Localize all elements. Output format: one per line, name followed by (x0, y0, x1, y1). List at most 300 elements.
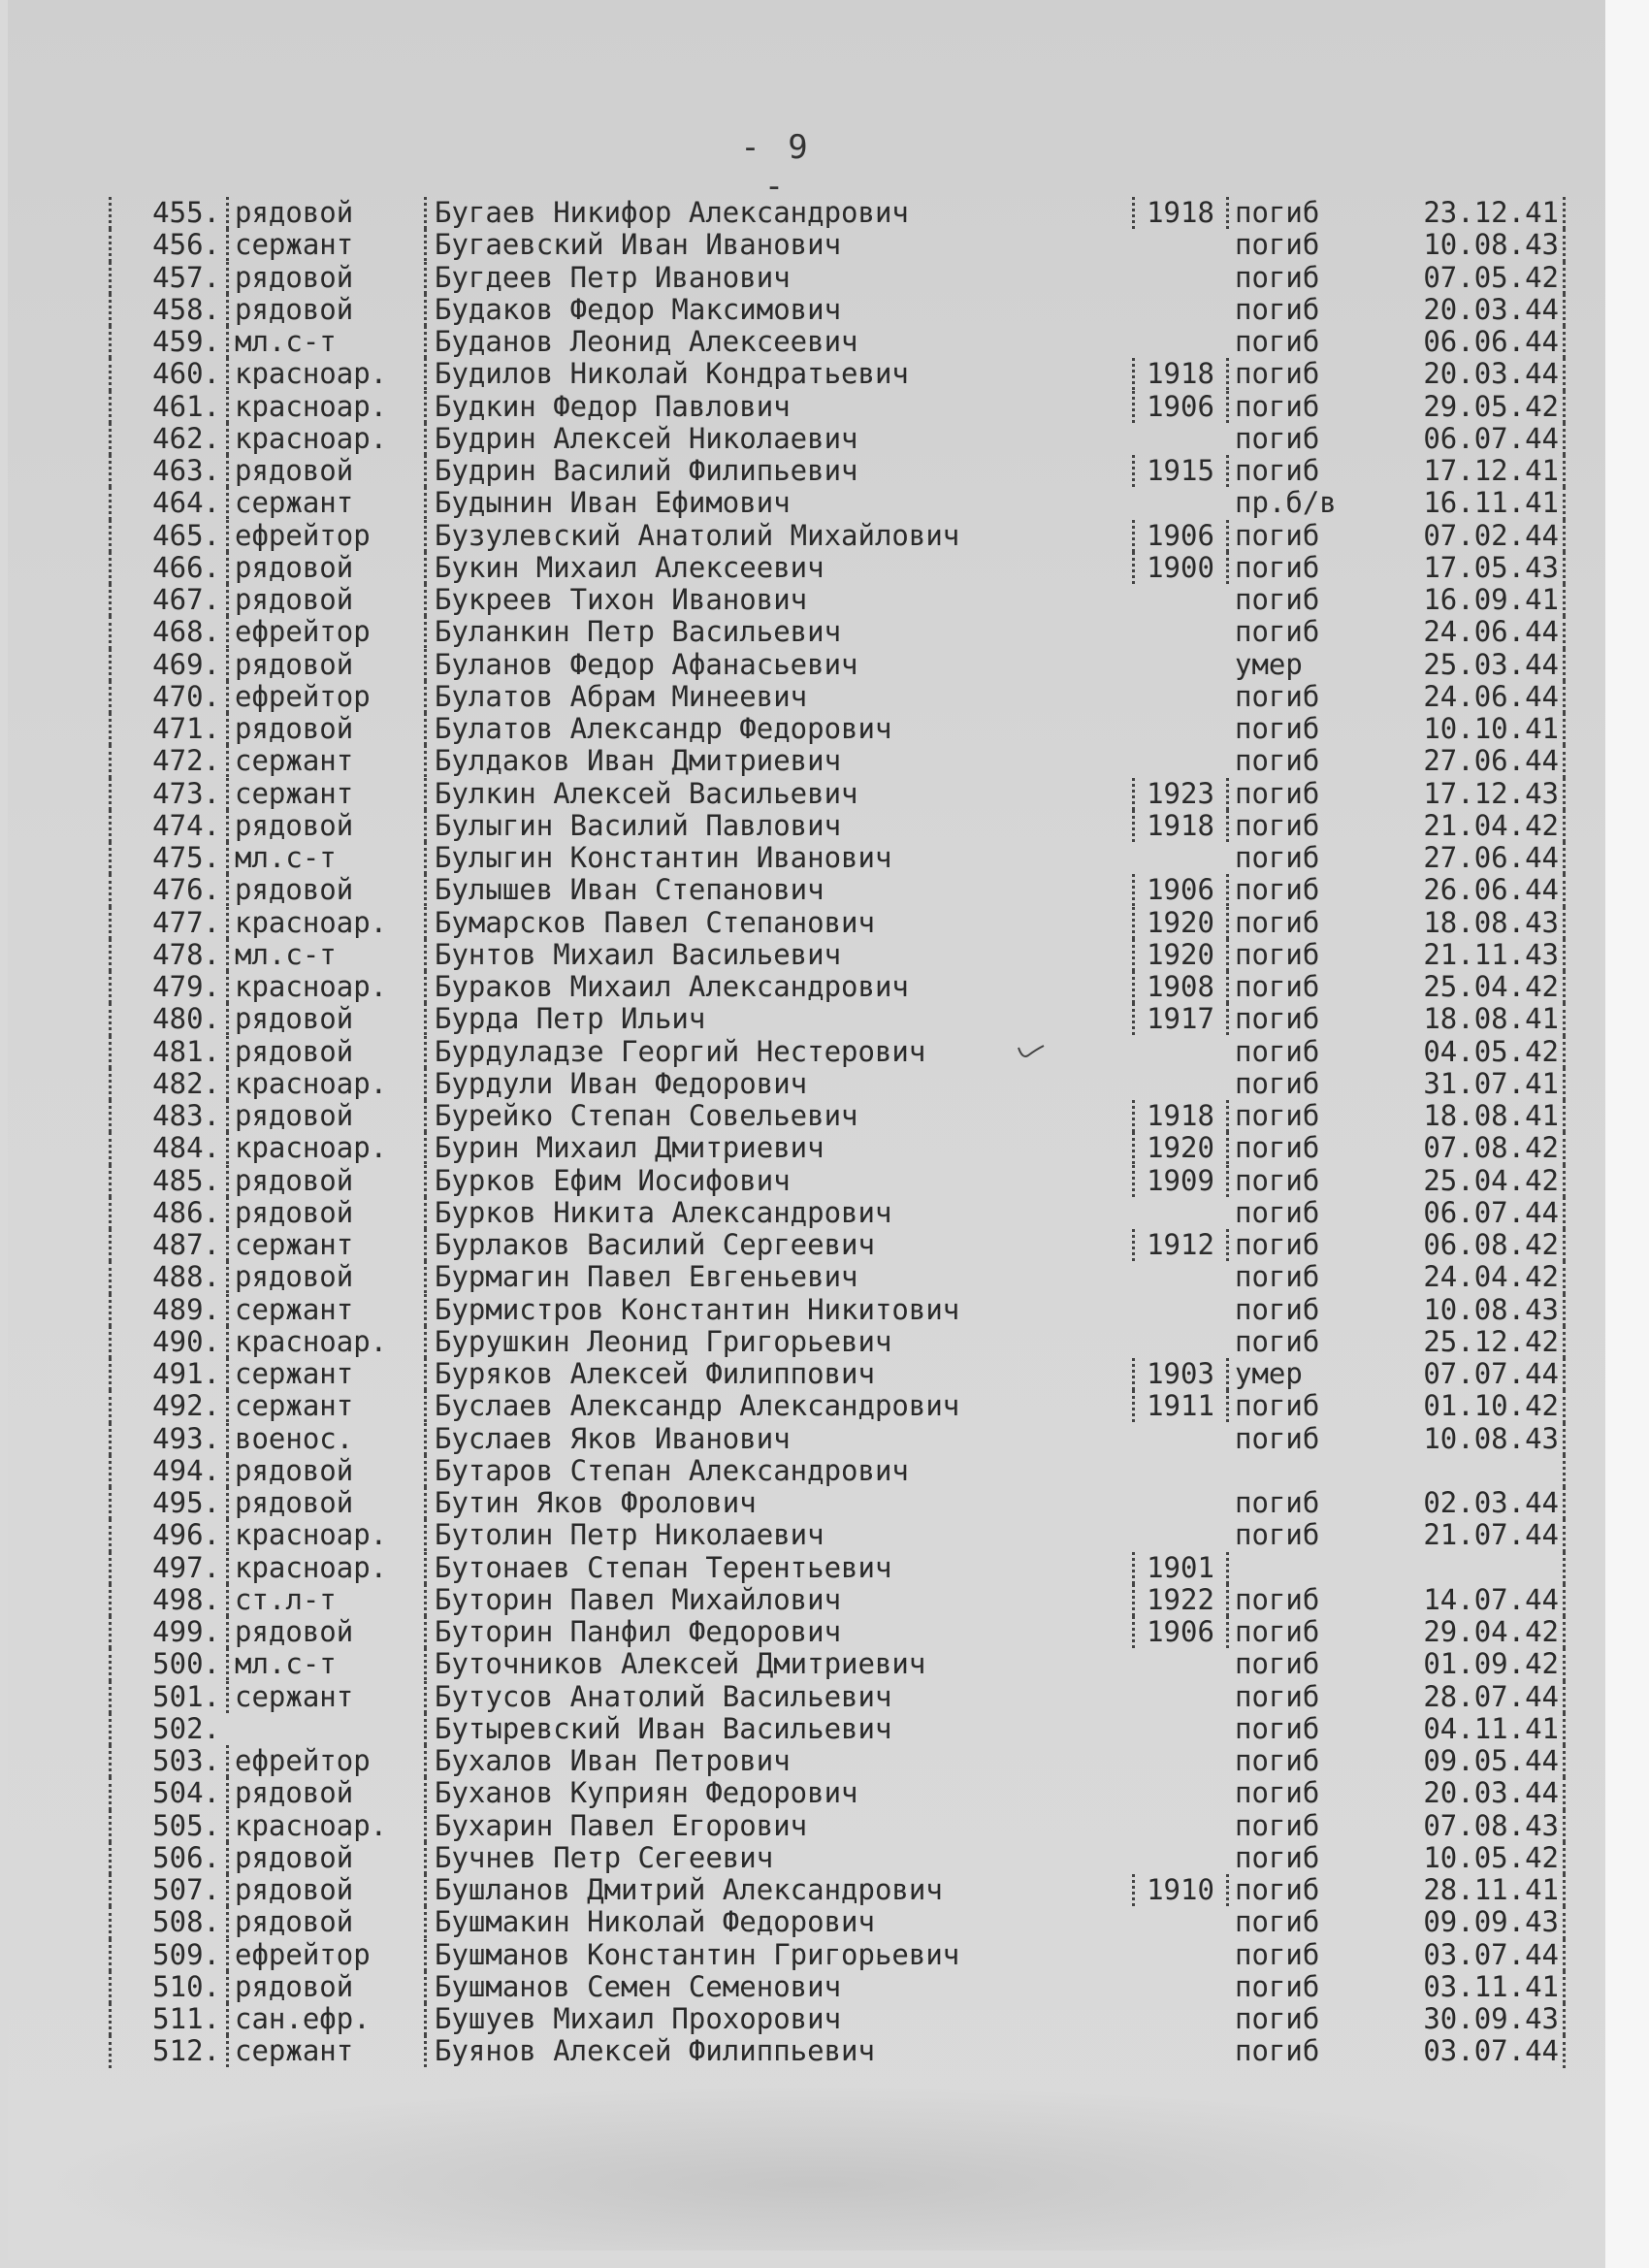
row-number: 503. (152, 1744, 220, 1778)
table-row (109, 455, 1566, 487)
fate-cell: погиб (1235, 744, 1320, 778)
birth-year-cell: 1915 (1132, 455, 1229, 487)
table-row (109, 681, 1566, 713)
row-number: 465. (152, 518, 220, 552)
date-cell: 02.03.44 (1423, 1486, 1559, 1520)
date-cell: 06.08.42 (1423, 1228, 1559, 1262)
fate-cell: погиб (1235, 1163, 1320, 1197)
birth-year-cell: 1906 (1132, 391, 1229, 423)
name-cell: Бутусов Анатолий Васильевич (424, 1681, 1132, 1713)
row-number: 502. (152, 1711, 220, 1745)
rank-cell: красноар. (226, 1132, 424, 1164)
fate-cell: погиб (1235, 325, 1320, 359)
row-number: 461. (152, 389, 220, 423)
date-cell: 17.12.41 (1423, 454, 1559, 488)
date-cell: 10.10.41 (1423, 712, 1559, 746)
fate-cell: погиб (1235, 1486, 1320, 1520)
fate-cell: погиб (1235, 1099, 1320, 1133)
date-cell: 16.09.41 (1423, 583, 1559, 617)
name-cell: Будилов Николай Кондратьевич (424, 358, 1132, 390)
table-row (109, 2003, 1566, 2035)
row-number: 501. (152, 1679, 220, 1713)
table-row (109, 1294, 1566, 1326)
name-cell: Бучнев Петр Сегеевич (424, 1842, 1132, 1874)
rank-cell: красноар. (226, 1068, 424, 1100)
date-cell: 30.09.43 (1423, 2002, 1559, 2036)
fate-cell: пр.б/в (1235, 486, 1337, 520)
date-cell: 28.11.41 (1423, 1873, 1559, 1907)
date-cell: 29.04.42 (1423, 1615, 1559, 1649)
rank-cell: рядовой (226, 713, 424, 745)
row-number: 512. (152, 2034, 220, 2068)
fate-cell: погиб (1235, 1292, 1320, 1326)
rank-cell: сержант (226, 745, 424, 777)
date-cell: 06.06.44 (1423, 325, 1559, 359)
fate-cell: погиб (1235, 1066, 1320, 1100)
rank-cell: рядовой (226, 197, 424, 229)
table-row (109, 745, 1566, 777)
name-cell: Бухарин Павел Егорович (424, 1810, 1132, 1842)
date-cell: 20.03.44 (1423, 357, 1559, 391)
rank-cell: рядовой (226, 262, 424, 294)
table-row (109, 842, 1566, 874)
table-row (109, 1584, 1566, 1616)
table-row (109, 520, 1566, 552)
name-cell: Бушмакин Николай Федорович (424, 1906, 1132, 1938)
fate-cell: погиб (1235, 1582, 1320, 1616)
fate-cell: погиб (1235, 518, 1320, 552)
fate-cell: погиб (1235, 550, 1320, 584)
name-cell: Булкин Алексей Васильевич (424, 778, 1132, 810)
name-cell: Бугаевский Иван Иванович (424, 229, 1132, 261)
rank-cell: рядовой (226, 1261, 424, 1293)
row-number: 466. (152, 550, 220, 584)
name-cell: Будынин Иван Ефимович (424, 487, 1132, 519)
fate-cell: погиб (1235, 776, 1320, 810)
rank-cell: рядовой (226, 1874, 424, 1906)
fate-cell: погиб (1235, 1195, 1320, 1229)
table-row (109, 1326, 1566, 1358)
table-row (109, 423, 1566, 455)
name-cell: Будкин Федор Павлович (424, 391, 1132, 423)
birth-year-cell: 1901 (1132, 1552, 1229, 1584)
birth-year-cell: 1909 (1132, 1165, 1229, 1197)
row-number: 491. (152, 1357, 220, 1391)
row-number: 506. (152, 1840, 220, 1874)
rank-cell: сержант (226, 229, 424, 261)
fate-cell: погиб (1235, 228, 1320, 262)
date-cell: 07.07.44 (1423, 1357, 1559, 1391)
row-number: 484. (152, 1131, 220, 1165)
name-cell: Бурейко Степан Совельевич (424, 1100, 1132, 1132)
date-cell: 14.07.44 (1423, 1582, 1559, 1616)
name-cell: Буянов Алексей Филиппьевич (424, 2035, 1132, 2067)
date-cell: 29.05.42 (1423, 389, 1559, 423)
date-cell: 21.11.43 (1423, 937, 1559, 971)
fate-cell: погиб (1235, 389, 1320, 423)
rank-cell: рядовой (226, 455, 424, 487)
date-cell: 25.04.42 (1423, 1163, 1559, 1197)
name-cell: Буточников Алексей Дмитриевич (424, 1648, 1132, 1680)
name-cell: Бутин Яков Фролович (424, 1487, 1132, 1519)
table-row (109, 1842, 1566, 1874)
name-cell: Буданов Леонид Алексеевич (424, 326, 1132, 358)
fate-cell: погиб (1235, 905, 1320, 939)
name-cell: Буслаев Александр Александрович (424, 1390, 1132, 1422)
date-cell: 06.07.44 (1423, 1195, 1559, 1229)
table-row (109, 2035, 1566, 2067)
rank-cell: сержант (226, 778, 424, 810)
table-row (109, 1229, 1566, 1261)
table-row (109, 391, 1566, 423)
name-cell: Бугдеев Петр Иванович (424, 262, 1132, 294)
rank-cell: рядовой (226, 1197, 424, 1229)
name-cell: Буланов Федор Афанасьевич (424, 649, 1132, 681)
rank-cell: рядовой (226, 1616, 424, 1648)
birth-year-cell: 1918 (1132, 810, 1229, 842)
row-number: 476. (152, 873, 220, 907)
fate-cell: погиб (1235, 1518, 1320, 1552)
birth-year-cell: 1911 (1132, 1390, 1229, 1422)
pen-check-mark (1017, 1044, 1046, 1061)
name-cell: Бутолин Петр Николаевич (424, 1519, 1132, 1551)
fate-cell: погиб (1235, 937, 1320, 971)
row-number: 486. (152, 1195, 220, 1229)
row-number: 468. (152, 615, 220, 649)
date-cell: 01.09.42 (1423, 1647, 1559, 1681)
row-number: 482. (152, 1066, 220, 1100)
table-row (109, 358, 1566, 390)
rank-cell: мл.с-т (226, 326, 424, 358)
name-cell: Бузулевский Анатолий Михайлович (424, 520, 1132, 552)
rank-cell: ефрейтор (226, 1745, 424, 1777)
rank-cell: красноар. (226, 1326, 424, 1358)
date-cell: 04.05.42 (1423, 1034, 1559, 1068)
name-cell: Бураков Михаил Александрович (424, 971, 1132, 1003)
name-cell: Бурдуладзе Георгий Нестерович (424, 1036, 1132, 1068)
name-cell: Бутаров Степан Александрович (424, 1455, 1132, 1487)
birth-year-cell: 1908 (1132, 971, 1229, 1003)
row-number: 469. (152, 647, 220, 681)
table-row (109, 294, 1566, 326)
name-cell: Бурлаков Василий Сергеевич (424, 1229, 1132, 1261)
rank-cell: красноар. (226, 423, 424, 455)
row-number: 470. (152, 679, 220, 713)
name-cell: Буханов Куприян Федорович (424, 1777, 1132, 1809)
row-number: 489. (152, 1292, 220, 1326)
name-cell: Бутыревский Иван Васильевич (424, 1713, 1132, 1745)
rank-cell: красноар. (226, 358, 424, 390)
row-number: 496. (152, 1518, 220, 1552)
rank-cell: рядовой (226, 1971, 424, 2003)
birth-year-cell: 1922 (1132, 1584, 1229, 1616)
birth-year-cell: 1912 (1132, 1229, 1229, 1261)
fate-cell: погиб (1235, 1647, 1320, 1681)
fate-cell: погиб (1235, 679, 1320, 713)
rank-cell: военос. (226, 1423, 424, 1455)
birth-year-cell: 1920 (1132, 939, 1229, 971)
birth-year-cell: 1920 (1132, 907, 1229, 939)
rank-cell: сержант (226, 1358, 424, 1390)
birth-year-cell: 1910 (1132, 1874, 1229, 1906)
rank-cell: красноар. (226, 907, 424, 939)
date-cell: 01.10.42 (1423, 1389, 1559, 1423)
row-number: 495. (152, 1486, 220, 1520)
name-cell: Булатов Абрам Минеевич (424, 681, 1132, 713)
date-cell: 25.03.44 (1423, 647, 1559, 681)
name-cell: Буряков Алексей Филиппович (424, 1358, 1132, 1390)
date-cell: 03.11.41 (1423, 1969, 1559, 2003)
table-row (109, 1681, 1566, 1713)
fate-cell: погиб (1235, 1679, 1320, 1713)
fate-cell: погиб (1235, 1389, 1320, 1423)
fate-cell: погиб (1235, 1905, 1320, 1939)
row-number: 477. (152, 905, 220, 939)
row-number: 510. (152, 1969, 220, 2003)
date-cell: 18.08.41 (1423, 1002, 1559, 1036)
fate-cell: погиб (1235, 454, 1320, 488)
fate-cell: погиб (1235, 1615, 1320, 1649)
table-row (109, 1648, 1566, 1680)
table-row (109, 1390, 1566, 1422)
row-number: 494. (152, 1453, 220, 1487)
date-cell: 10.05.42 (1423, 1840, 1559, 1874)
date-cell: 21.07.44 (1423, 1518, 1559, 1552)
rank-cell: рядовой (226, 294, 424, 326)
rank-cell: сан.ефр. (226, 2003, 424, 2035)
name-cell: Буслаев Яков Иванович (424, 1423, 1132, 1455)
row-number: 472. (152, 744, 220, 778)
name-cell: Бушманов Константин Григорьевич (424, 1939, 1132, 1971)
table-row (109, 874, 1566, 906)
date-cell: 03.07.44 (1423, 2034, 1559, 2068)
table-row (109, 1358, 1566, 1390)
rank-cell: сержант (226, 1229, 424, 1261)
name-cell: Бумарсков Павел Степанович (424, 907, 1132, 939)
fate-cell: умер (1235, 1357, 1303, 1391)
row-number: 460. (152, 357, 220, 391)
table-row (109, 1874, 1566, 1906)
fate-cell: погиб (1235, 260, 1320, 294)
rank-cell: сержант (226, 487, 424, 519)
table-row (109, 1487, 1566, 1519)
table-row (109, 1003, 1566, 1035)
table-row (109, 810, 1566, 842)
fate-cell: погиб (1235, 292, 1320, 326)
fate-cell: погиб (1235, 873, 1320, 907)
birth-year-cell: 1906 (1132, 1616, 1229, 1648)
rank-cell: красноар. (226, 1552, 424, 1584)
date-cell: 17.12.43 (1423, 776, 1559, 810)
fate-cell: погиб (1235, 1840, 1320, 1874)
birth-year-cell: 1906 (1132, 520, 1229, 552)
date-cell: 07.02.44 (1423, 518, 1559, 552)
table-row (109, 1036, 1566, 1068)
rank-cell: рядовой (226, 1487, 424, 1519)
table-row (109, 1068, 1566, 1100)
rank-cell: рядовой (226, 1036, 424, 1068)
rank-cell: красноар. (226, 971, 424, 1003)
fate-cell: погиб (1235, 2002, 1320, 2036)
row-number: 467. (152, 583, 220, 617)
name-cell: Бурдули Иван Федорович (424, 1068, 1132, 1100)
fate-cell: умер (1235, 647, 1303, 681)
row-number: 473. (152, 776, 220, 810)
name-cell: Бугаев Никифор Александрович (424, 197, 1132, 229)
date-cell: 25.12.42 (1423, 1324, 1559, 1358)
name-cell: Булышев Иван Степанович (424, 874, 1132, 906)
name-cell: Бухалов Иван Петрович (424, 1745, 1132, 1777)
fate-cell: погиб (1235, 1711, 1320, 1745)
row-number: 456. (152, 228, 220, 262)
rank-cell: красноар. (226, 1519, 424, 1551)
row-number: 455. (152, 196, 220, 230)
table-row (109, 1777, 1566, 1809)
scan-margin (1605, 0, 1649, 2268)
row-number: 493. (152, 1421, 220, 1455)
rank-cell: рядовой (226, 1003, 424, 1035)
rank-cell: мл.с-т (226, 842, 424, 874)
row-number: 458. (152, 292, 220, 326)
rank-cell: красноар. (226, 1810, 424, 1842)
row-number: 480. (152, 1002, 220, 1036)
date-cell: 18.08.41 (1423, 1099, 1559, 1133)
rank-cell: ефрейтор (226, 681, 424, 713)
rank-cell: мл.с-т (226, 939, 424, 971)
name-cell: Бутонаев Степан Терентьевич (424, 1552, 1132, 1584)
date-cell: 09.09.43 (1423, 1905, 1559, 1939)
row-number: 471. (152, 712, 220, 746)
row-number: 499. (152, 1615, 220, 1649)
birth-year-cell: 1923 (1132, 778, 1229, 810)
name-cell: Будрин Алексей Николаевич (424, 423, 1132, 455)
row-number: 490. (152, 1324, 220, 1358)
rank-cell: рядовой (226, 584, 424, 616)
fate-cell: погиб (1235, 421, 1320, 455)
date-cell: 31.07.41 (1423, 1066, 1559, 1100)
fate-cell: погиб (1235, 808, 1320, 842)
table-row (109, 1906, 1566, 1938)
rank-cell: рядовой (226, 552, 424, 584)
rank-cell: сержант (226, 2035, 424, 2067)
table-row (109, 326, 1566, 358)
rank-cell: рядовой (226, 1842, 424, 1874)
fate-cell: погиб (1235, 1324, 1320, 1358)
row-number: 475. (152, 841, 220, 875)
table-row (109, 1519, 1566, 1551)
name-cell: Будрин Василий Филипьевич (424, 455, 1132, 487)
row-number: 487. (152, 1228, 220, 1262)
date-cell: 09.05.44 (1423, 1744, 1559, 1778)
date-cell: 03.07.44 (1423, 1937, 1559, 1971)
date-cell: 04.11.41 (1423, 1711, 1559, 1745)
name-cell: Букин Михаил Алексеевич (424, 552, 1132, 584)
date-cell: 27.06.44 (1423, 744, 1559, 778)
fate-cell: погиб (1235, 1131, 1320, 1165)
fate-cell: погиб (1235, 357, 1320, 391)
fate-cell: погиб (1235, 1873, 1320, 1907)
date-cell: 20.03.44 (1423, 1776, 1559, 1810)
row-number: 478. (152, 937, 220, 971)
row-number: 457. (152, 260, 220, 294)
birth-year-cell: 1920 (1132, 1132, 1229, 1164)
row-number: 500. (152, 1647, 220, 1681)
date-cell: 16.11.41 (1423, 486, 1559, 520)
table-row (109, 1455, 1566, 1487)
date-cell: 18.08.43 (1423, 905, 1559, 939)
date-cell: 28.07.44 (1423, 1679, 1559, 1713)
name-cell: Бушланов Дмитрий Александрович (424, 1874, 1132, 1906)
row-number: 504. (152, 1776, 220, 1810)
date-cell: 26.06.44 (1423, 873, 1559, 907)
scan-shadow (39, 2086, 1591, 2251)
rank-cell: ефрейтор (226, 1939, 424, 1971)
fate-cell: погиб (1235, 1002, 1320, 1036)
date-cell: 24.04.42 (1423, 1260, 1559, 1294)
rank-cell: рядовой (226, 874, 424, 906)
rank-cell: сержант (226, 1390, 424, 1422)
name-cell: Бурда Петр Ильич (424, 1003, 1132, 1035)
table-row (109, 713, 1566, 745)
rank-cell: рядовой (226, 1165, 424, 1197)
fate-cell: погиб (1235, 2034, 1320, 2068)
table-row (109, 1713, 1566, 1745)
name-cell: Булыгин Константин Иванович (424, 842, 1132, 874)
name-cell: Бурков Ефим Иосифович (424, 1165, 1132, 1197)
table-row (109, 1197, 1566, 1229)
rank-cell: рядовой (226, 1906, 424, 1938)
rank-cell: ст.л-т (226, 1584, 424, 1616)
date-cell: 21.04.42 (1423, 808, 1559, 842)
fate-cell: погиб (1235, 1421, 1320, 1455)
rank-cell: рядовой (226, 810, 424, 842)
name-cell: Бурмистров Константин Никитович (424, 1294, 1132, 1326)
date-cell: 24.06.44 (1423, 615, 1559, 649)
birth-year-cell: 1903 (1132, 1358, 1229, 1390)
fate-cell: погиб (1235, 1260, 1320, 1294)
fate-cell: погиб (1235, 712, 1320, 746)
fate-cell: погиб (1235, 1034, 1320, 1068)
name-cell: Бурин Михаил Дмитриевич (424, 1132, 1132, 1164)
row-number: 462. (152, 421, 220, 455)
fate-cell: погиб (1235, 841, 1320, 875)
name-cell: Букреев Тихон Иванович (424, 584, 1132, 616)
rank-cell: мл.с-т (226, 1648, 424, 1680)
table-row (109, 1132, 1566, 1164)
fate-cell: погиб (1235, 583, 1320, 617)
row-number: 483. (152, 1099, 220, 1133)
table-row (109, 649, 1566, 681)
name-cell: Будаков Федор Максимович (424, 294, 1132, 326)
rank-cell: сержант (226, 1681, 424, 1713)
name-cell: Буторин Павел Михайлович (424, 1584, 1132, 1616)
table-row (109, 907, 1566, 939)
table-row (109, 1939, 1566, 1971)
name-cell: Бурков Никита Александрович (424, 1197, 1132, 1229)
row-number: 509. (152, 1937, 220, 1971)
birth-year-cell: 1918 (1132, 197, 1229, 229)
date-cell: 23.12.41 (1423, 196, 1559, 230)
table-row (109, 1165, 1566, 1197)
birth-year-cell: 1906 (1132, 874, 1229, 906)
table-row (109, 229, 1566, 261)
table-row (109, 262, 1566, 294)
row-number: 492. (152, 1389, 220, 1423)
date-cell: 06.07.44 (1423, 421, 1559, 455)
date-cell: 27.06.44 (1423, 841, 1559, 875)
date-cell: 10.08.43 (1423, 1421, 1559, 1455)
date-cell: 17.05.43 (1423, 550, 1559, 584)
